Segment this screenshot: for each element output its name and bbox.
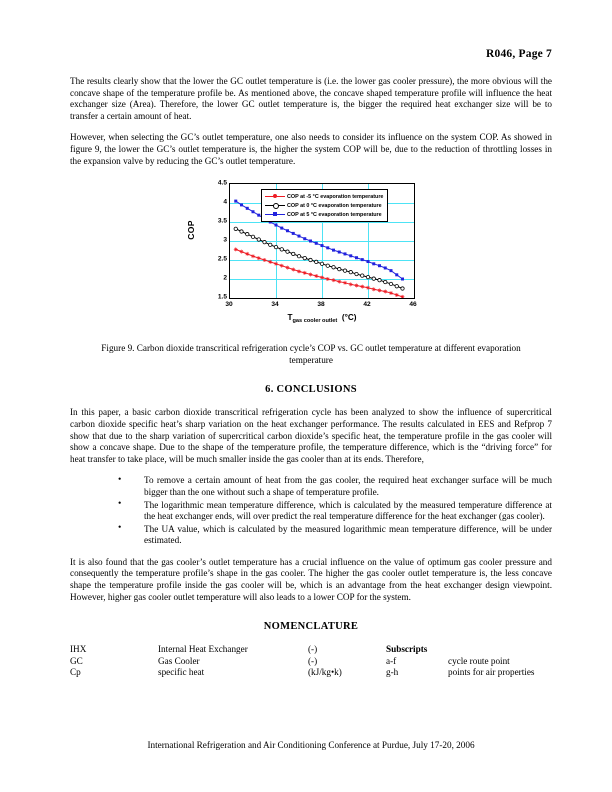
legend-marker-icon bbox=[265, 211, 285, 219]
nomenclature-heading: NOMENCLATURE bbox=[263, 621, 359, 633]
series-marker bbox=[298, 235, 301, 238]
x-axis-title-main: T bbox=[287, 313, 293, 323]
series-marker bbox=[366, 286, 370, 290]
series-marker bbox=[338, 268, 341, 271]
series-marker bbox=[372, 262, 375, 265]
series-marker bbox=[309, 258, 312, 261]
series-marker bbox=[234, 227, 237, 230]
series-marker bbox=[286, 250, 289, 253]
series-marker bbox=[344, 253, 347, 256]
legend-label: COP at 0 °C evaporation temperature bbox=[287, 202, 382, 209]
series-marker bbox=[361, 274, 364, 277]
series-marker bbox=[275, 224, 278, 227]
series-marker bbox=[355, 273, 358, 276]
series-marker bbox=[372, 277, 375, 280]
series-marker bbox=[251, 235, 254, 238]
series-marker bbox=[332, 266, 335, 269]
series-marker bbox=[355, 256, 358, 259]
series-marker bbox=[246, 207, 249, 210]
series-line bbox=[236, 250, 403, 297]
series-marker bbox=[315, 242, 318, 245]
nomenclature-subscripts-header: Subscripts bbox=[386, 644, 428, 655]
nomenclature-row bbox=[70, 656, 552, 667]
series-marker bbox=[360, 285, 364, 289]
nomenclature-symbol: IHX bbox=[70, 644, 87, 655]
series-marker bbox=[240, 230, 243, 233]
series-marker bbox=[286, 229, 289, 232]
series-marker bbox=[395, 273, 398, 276]
y-tick-label: 3.5 bbox=[217, 217, 227, 225]
series-marker bbox=[332, 249, 335, 252]
series-marker bbox=[343, 269, 346, 272]
x-axis-title bbox=[229, 313, 415, 322]
nomenclature-row bbox=[70, 644, 552, 655]
series-marker bbox=[314, 274, 318, 278]
nomenclature-subscript-name: cycle route point bbox=[448, 655, 510, 666]
series-marker bbox=[326, 264, 329, 267]
series-marker bbox=[246, 233, 249, 236]
nomenclature-table bbox=[70, 644, 552, 678]
series-marker bbox=[240, 204, 243, 207]
series-marker bbox=[234, 200, 237, 203]
nomenclature-row bbox=[70, 667, 552, 678]
nomenclature-subscript-symbol: a-f bbox=[386, 655, 397, 666]
series-marker bbox=[263, 258, 267, 262]
legend-label: COP at 5 °C evaporation temperature bbox=[287, 211, 382, 218]
series-marker bbox=[252, 210, 255, 213]
series-marker bbox=[274, 246, 277, 249]
legend-marker-icon bbox=[265, 193, 285, 201]
series-marker bbox=[378, 279, 381, 282]
series-marker bbox=[257, 238, 260, 241]
series-marker bbox=[269, 243, 272, 246]
y-tick-label: 2.5 bbox=[217, 255, 227, 263]
legend-entry bbox=[265, 201, 383, 210]
series-marker bbox=[349, 254, 352, 257]
x-tick-label: 42 bbox=[363, 301, 371, 309]
series-marker bbox=[337, 280, 341, 284]
x-tick-label: 34 bbox=[271, 301, 279, 309]
series-marker bbox=[326, 246, 329, 249]
series-marker bbox=[292, 252, 295, 255]
conclusion-bullet: • To remove a certain amount of heat from the gas cooler, the required heat exchanger surface will be much bigger than the one without such a shape of temperature profile. bbox=[118, 475, 552, 498]
series-marker bbox=[315, 260, 318, 263]
y-tick-label: 3 bbox=[223, 236, 227, 244]
series-marker bbox=[245, 252, 249, 256]
series-marker bbox=[326, 277, 330, 281]
x-axis-title-subscript: gas cooler outlet bbox=[292, 317, 338, 324]
legend-entry bbox=[265, 210, 383, 219]
y-tick-label: 1.5 bbox=[217, 293, 227, 301]
nomenclature-units: (-) bbox=[308, 655, 318, 666]
series-marker bbox=[309, 273, 313, 277]
nomenclature-subscript-name: points for air properties bbox=[448, 667, 535, 678]
series-marker bbox=[257, 256, 261, 260]
series-marker bbox=[251, 254, 255, 258]
series-marker bbox=[361, 258, 364, 261]
nomenclature-name: Gas Cooler bbox=[158, 655, 200, 666]
series-marker bbox=[268, 260, 272, 264]
nomenclature-symbol: GC bbox=[70, 655, 83, 666]
series-marker bbox=[274, 262, 278, 266]
series-marker bbox=[257, 214, 260, 217]
series-marker bbox=[263, 241, 266, 244]
series-marker bbox=[303, 237, 306, 240]
x-axis-tick-labels bbox=[225, 301, 417, 313]
series-marker bbox=[389, 282, 392, 285]
series-marker bbox=[338, 251, 341, 254]
x-tick-label: 46 bbox=[409, 301, 417, 309]
series-marker bbox=[349, 282, 353, 286]
legend-marker-icon bbox=[265, 202, 285, 210]
page-footer: International Refrigeration and Air Conditioning Conference at Purdue, July 17-20, 2006 bbox=[147, 740, 475, 750]
series-marker bbox=[280, 248, 283, 251]
series-marker bbox=[384, 267, 387, 270]
y-tick-label: 2 bbox=[223, 274, 227, 282]
series-marker bbox=[332, 278, 336, 282]
series-marker bbox=[401, 287, 404, 290]
conclusion-bullet: • The logarithmic mean temperature difference, which is calculated by the measured temperature difference at the heat exchanger ends, will over predict the real temperature difference for the heat exchanger (gas cooler). bbox=[118, 500, 552, 523]
series-marker bbox=[234, 248, 238, 252]
series-marker bbox=[240, 250, 244, 254]
y-tick-label: 4 bbox=[223, 198, 227, 206]
cop-vs-gc-outlet-chart bbox=[185, 177, 429, 337]
legend-entry bbox=[265, 192, 383, 201]
series-marker bbox=[292, 232, 295, 235]
series-marker bbox=[297, 255, 300, 258]
nomenclature-subscript-symbol: g-h bbox=[386, 667, 399, 678]
conclusions-bullet-list bbox=[70, 475, 552, 547]
series-marker bbox=[343, 281, 347, 285]
page-header: R046, Page 7 bbox=[486, 48, 552, 60]
series-marker bbox=[389, 291, 393, 295]
series-marker bbox=[297, 270, 301, 274]
series-marker bbox=[355, 284, 359, 288]
series-marker bbox=[303, 257, 306, 260]
nomenclature-units: (-) bbox=[308, 644, 318, 655]
nomenclature-subscript-name bbox=[448, 644, 552, 655]
series-marker bbox=[320, 262, 323, 265]
series-marker bbox=[320, 276, 324, 280]
series-marker bbox=[378, 289, 382, 293]
nomenclature-symbol: Cp bbox=[70, 667, 81, 678]
series-marker bbox=[367, 260, 370, 263]
paragraph-intro-2: However, when selecting the GC’s outlet temperature, one also needs to consider its influence on the system COP. As showed in figure 9, the lower the GC’s outlet temperature is, the higher the system COP will be, due to the reduction of throttling losses in the expansion valve by reducing the GC’s outlet temperature. bbox=[70, 132, 552, 166]
y-axis-tick-labels bbox=[203, 177, 227, 305]
nomenclature-units: (kJ/kg•k) bbox=[308, 667, 342, 678]
series-marker bbox=[390, 269, 393, 272]
series-marker bbox=[303, 271, 307, 275]
series-marker bbox=[280, 227, 283, 230]
series-marker bbox=[366, 276, 369, 279]
nomenclature-name: specific heat bbox=[158, 667, 205, 678]
y-axis-title: COP bbox=[185, 220, 196, 240]
series-marker bbox=[401, 278, 404, 281]
series-marker bbox=[321, 244, 324, 247]
paragraph-final: It is also found that the gas cooler’s outlet temperature has a crucial influence on the value of optimum gas cooler pressure and consequently the temperature profile’s shape in the gas cooler. The higher the gas cooler outlet temperature is, the less concave shape the temperature profile inside the gas cooler will be, which is an advantage from the heat exchanger design viewpoint. However, higher gas cooler outlet temperature will also leads to a lower COP for the system. bbox=[70, 556, 552, 602]
figure-caption: Figure 9. Carbon dioxide transcritical refrigeration cycle’s COP vs. GC outlet temperature at different evaporation temperature bbox=[101, 343, 521, 365]
series-marker bbox=[349, 271, 352, 274]
paragraph-intro-1: The results clearly show that the lower the GC outlet temperature is (i.e. the lower gas cooler pressure), the more obvious will the concave shape of the temperature profile be. As mentioned above, the concave shaped temperature profile will influence the heat exchanger size (Area). Therefore, the lower GC outlet temperature is, the bigger the required heat exchanger size will be to transfer a certain amount of heat. bbox=[70, 76, 552, 121]
conclusion-bullet: • The UA value, which is calculated by the measured logarithmic mean temperature difference, will be under estimated. bbox=[118, 524, 552, 547]
series-marker bbox=[280, 264, 284, 268]
paragraph-conclusions: In this paper, a basic carbon dioxide transcritical refrigeration cycle has been analyzed to show the influence of supercritical carbon dioxide specific heat’s sharp variation on the heat exchanger performance. The results calculated in EES and Refprop 7 show that due to the sharp variation of supercritical carbon dioxide’s specific heat, the temperature profile in the gas cooler will show a concave shape. Due to the shape of the temperature profile, the temperature difference, which is the “driving force” for heat transfer to take place, will be much smaller inside the gas cooler than at its ends. Therefore, bbox=[70, 407, 552, 464]
series-marker bbox=[291, 268, 295, 272]
legend-label: COP at -5 °C evaporation temperature bbox=[287, 193, 384, 200]
figure-9-container bbox=[70, 177, 552, 337]
series-marker bbox=[378, 264, 381, 267]
series-marker bbox=[395, 293, 399, 297]
chart-legend bbox=[261, 189, 388, 222]
x-tick-label: 38 bbox=[317, 301, 325, 309]
nomenclature-name: Internal Heat Exchanger bbox=[158, 644, 248, 655]
series-marker bbox=[286, 266, 290, 270]
conclusions-heading: 6. CONCLUSIONS bbox=[265, 384, 357, 396]
x-tick-label: 30 bbox=[225, 301, 233, 309]
series-marker bbox=[383, 290, 387, 294]
series-marker bbox=[309, 240, 312, 243]
x-axis-title-unit: (°C) bbox=[341, 313, 357, 323]
series-marker bbox=[384, 280, 387, 283]
series-marker bbox=[372, 287, 376, 291]
y-tick-label: 4.5 bbox=[217, 179, 227, 187]
series-marker bbox=[395, 285, 398, 288]
